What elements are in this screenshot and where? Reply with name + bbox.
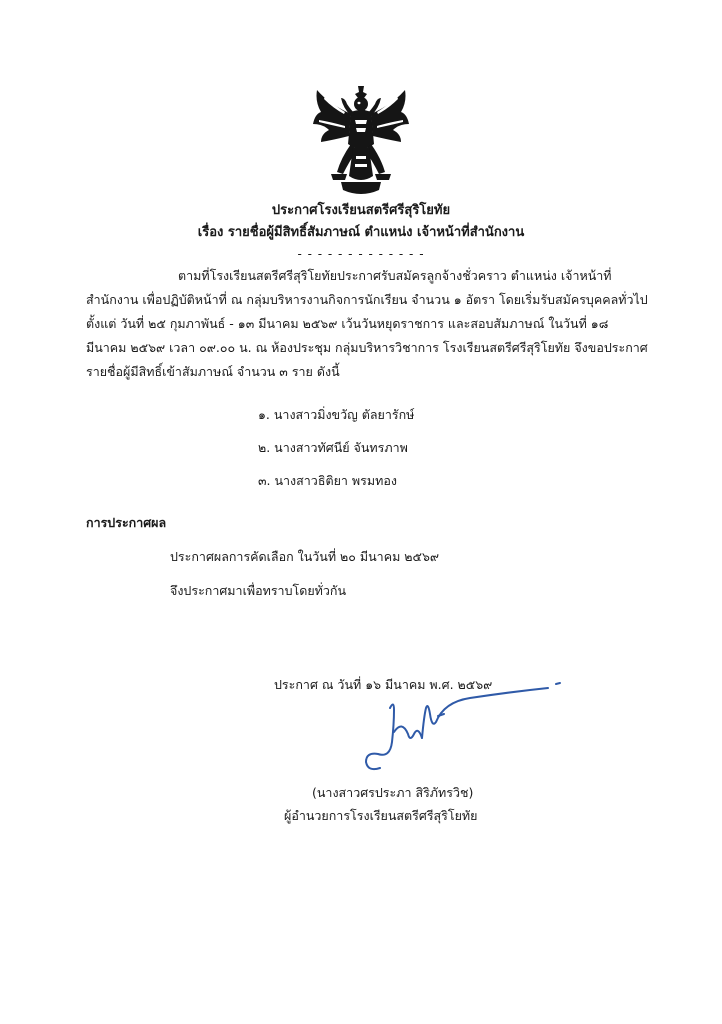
- signer-title: ผู้อำนวยการโรงเรียนสตรีศรีสุริโยทัย: [284, 808, 478, 823]
- candidate-item: ๒. นางสาวทัศนีย์ จันทรภาพ: [258, 440, 408, 455]
- separator-line: - - - - - - - - - - - - -: [297, 247, 425, 261]
- result-heading: การประกาศผล: [86, 515, 167, 530]
- candidate-item: ๑. นางสาวมิ่งขวัญ ตัลยารักษ์: [258, 407, 415, 422]
- announcement-subject: เรื่อง รายชื่อผู้มีสิทธิ์สัมภาษณ์ ตำแหน่ง เจ้าหน้าที่สำนักงาน: [197, 225, 525, 240]
- signer-name: (นางสาวศรประภา สิริภัทรวิช): [312, 785, 474, 800]
- announcement-title: ประกาศโรงเรียนสตรีศรีสุริโยทัย: [271, 203, 451, 218]
- body-paragraph-line: สำนักงาน เพื่อปฏิบัติหน้าที่ ณ กลุ่มบริหารงานกิจการนักเรียน จำนวน ๑ อัตรา โดยเริ่มรับสมัครบุคคลทั่วไป: [86, 292, 648, 307]
- closing-text: จึงประกาศมาเพื่อทราบโดยทั่วกัน: [170, 583, 347, 598]
- body-paragraph-line: มีนาคม ๒๕๖๙ เวลา ๐๙.๐๐ น. ณ ห้องประชุม กลุ่มบริหารวิชาการ โรงเรียนสตรีศรีสุริโยทัย จึงขอประกาศ: [86, 340, 648, 355]
- body-paragraph-line: ตามที่โรงเรียนสตรีศรีสุริโยทัยประกาศรับสมัครลูกจ้างชั่วคราว ตำแหน่ง เจ้าหน้าที่: [178, 268, 612, 283]
- body-paragraph-line: รายชื่อผู้มีสิทธิ์เข้าสัมภาษณ์ จำนวน ๓ ราย ดังนี้: [86, 364, 340, 379]
- signature-image: [360, 672, 570, 782]
- candidate-item: ๓. นางสาวธิติยา พรมทอง: [258, 473, 397, 488]
- garuda-emblem-icon: [311, 84, 411, 200]
- result-text: ประกาศผลการคัดเลือก ในวันที่ ๒๐ มีนาคม ๒๕๖๙: [170, 549, 440, 564]
- announcement-date: ประกาศ ณ วันที่ ๑๖ มีนาคม พ.ศ. ๒๕๖๙: [274, 677, 493, 692]
- body-paragraph-line: ตั้งแต่ วันที่ ๒๕ กุมภาพันธ์ - ๑๓ มีนาคม ๒๕๖๙ เว้นวันหยุดราชการ และสอบสัมภาษณ์ ในวันที่ ๑๘: [86, 316, 609, 331]
